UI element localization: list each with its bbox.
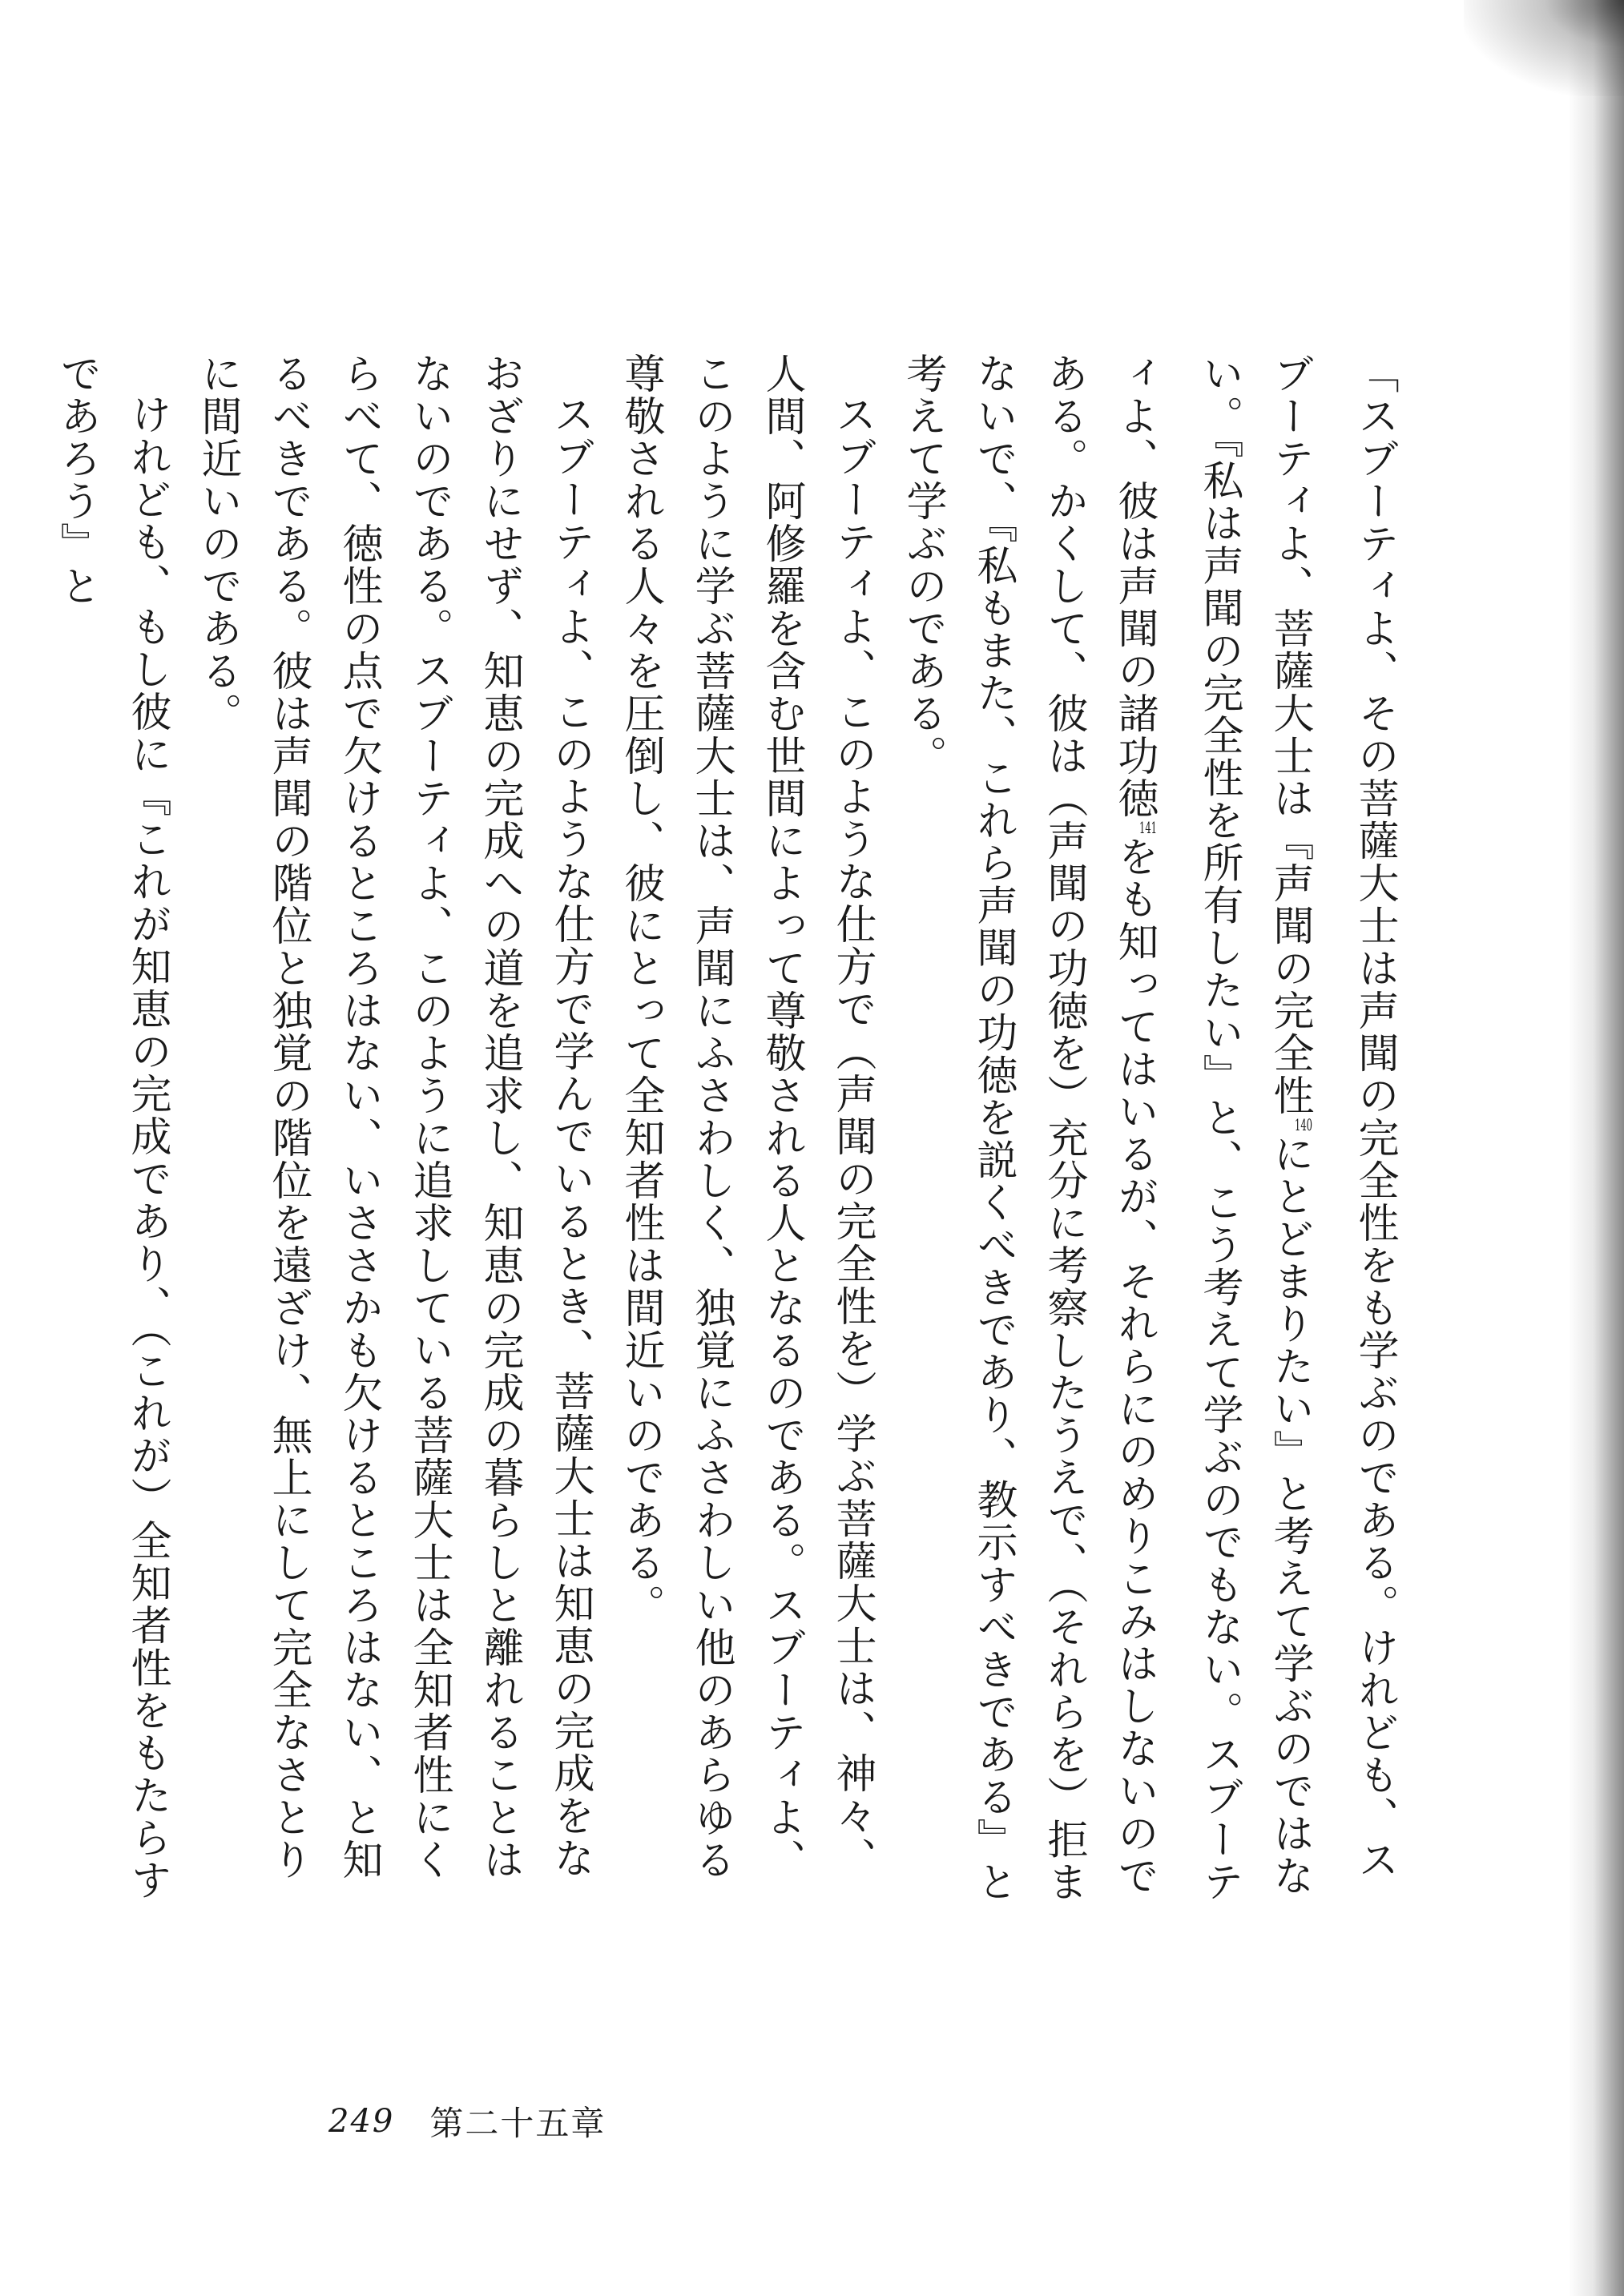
main-text [53, 352, 1409, 1915]
paragraph-1-part-b: にとどまりたい』と考えて学ぶのではない。『私は声聞の完全性を所有したい』と、こう考えて学ぶのでもない。スブーティよ、彼は声聞の諸功徳 [1110, 352, 1313, 1903]
paragraph-1-part-a: 「スブーティよ、その菩薩大士は声聞の完全性をも学ぶのである。けれども、スブーティよ、菩薩大士は『声聞の完全性 [1266, 352, 1398, 1881]
paragraph-4: けれども、もし彼に『これが知恵の完成であり、（これが）全知者性をもたらすであろう』と [53, 352, 171, 1902]
page-footer [328, 2097, 606, 2145]
footnote-marker-141: 141 [1139, 820, 1157, 836]
paragraph-2: スブーティよ、このような仕方で（声聞の完全性を）学ぶ菩薩大士は、神々、人間、阿修羅を含む世間によって尊敬される人となるのである。スブーティよ、このように学ぶ菩薩大士は、声聞にふさわしく、独覚にふさわしい他のあらゆる尊敬される人々を圧倒し、彼にとって全知者性は間近いのである。 [617, 352, 876, 1881]
chapter-title: 第二十五章 [429, 2104, 606, 2143]
page-number: 249 [328, 2103, 395, 2140]
paragraph-1 [887, 352, 1409, 1915]
footnote-marker-140: 140 [1295, 1117, 1312, 1133]
scan-binding-shadow [1568, 0, 1624, 2296]
paragraph-1-part-c: をも知ってはいるが、それらにのめりこみはしないのである。かくして、彼は（声聞の功徳を）充分に考察したうえで、（それらを）拒まないで、『私もまた、これら声聞の功徳を説くべきであり、教示すべきである』と考えて学ぶのである。 [899, 352, 1158, 1903]
paragraph-3: スブーティよ、このような仕方で学んでいるとき、菩薩大士は知恵の完成をなおざりにせず、知恵の完成への道を追求し、知恵の完成の暮らしと離れることはないのである。スブーティよ、このように追求している菩薩大士は全知者性にくらべて、徳性の点で欠けるところはない、いささかも欠けるところはない、と知るべきである。彼は声聞の階位と独覚の階位を遠ざけ、無上にして完全なさとりに間近いのである。 [194, 352, 594, 1881]
